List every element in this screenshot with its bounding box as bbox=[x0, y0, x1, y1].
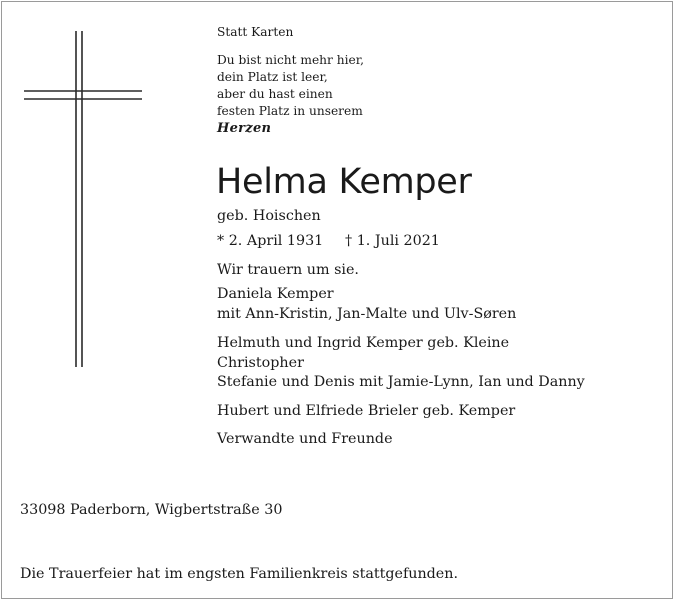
life-dates bbox=[217, 232, 440, 252]
obituary-card bbox=[1, 1, 673, 599]
mourner-group-1 bbox=[217, 285, 516, 324]
birth-name: geb. Hoischen bbox=[217, 208, 321, 224]
mourner-group-3 bbox=[217, 402, 515, 422]
poem-line: aber du hast einen bbox=[217, 87, 333, 101]
deceased-name: Helma Kemper bbox=[216, 162, 472, 202]
mourner-group-2 bbox=[217, 334, 585, 393]
poem-line: dein Platz ist leer, bbox=[217, 70, 328, 84]
mourner-line: Daniela Kemper bbox=[217, 286, 334, 302]
mourner-line: Stefanie und Denis mit Jamie-Lynn, Ian und Danny bbox=[217, 374, 585, 390]
poem-line: festen Platz in unserem bbox=[217, 104, 363, 118]
poem bbox=[217, 52, 364, 137]
footer-note: Die Trauerfeier hat im engsten Familienkreis stattgefunden. bbox=[20, 566, 459, 582]
cross-icon bbox=[2, 2, 162, 382]
statt-karten-label: Statt Karten bbox=[217, 25, 294, 39]
mourner-line: mit Ann-Kristin, Jan-Malte und Ulv-Søren bbox=[217, 305, 517, 322]
birth-date: * 2. April 1931 bbox=[217, 233, 324, 249]
mourners-intro: Wir trauern um sie. bbox=[217, 262, 359, 278]
poem-line: Du bist nicht mehr hier, bbox=[217, 53, 365, 67]
mourner-line: Verwandte und Freunde bbox=[217, 431, 393, 447]
death-date: † 1. Juli 2021 bbox=[345, 233, 440, 249]
poem-script-word: Herzen bbox=[217, 121, 272, 136]
mourner-line: Helmuth und Ingrid Kemper geb. Kleine bbox=[217, 335, 510, 351]
mourner-line: Hubert und Elfriede Brieler geb. Kemper bbox=[217, 403, 516, 419]
mourner-line: Christopher bbox=[217, 354, 304, 371]
mourner-group-4 bbox=[217, 430, 393, 450]
address: 33098 Paderborn, Wigbertstraße 30 bbox=[20, 502, 283, 518]
